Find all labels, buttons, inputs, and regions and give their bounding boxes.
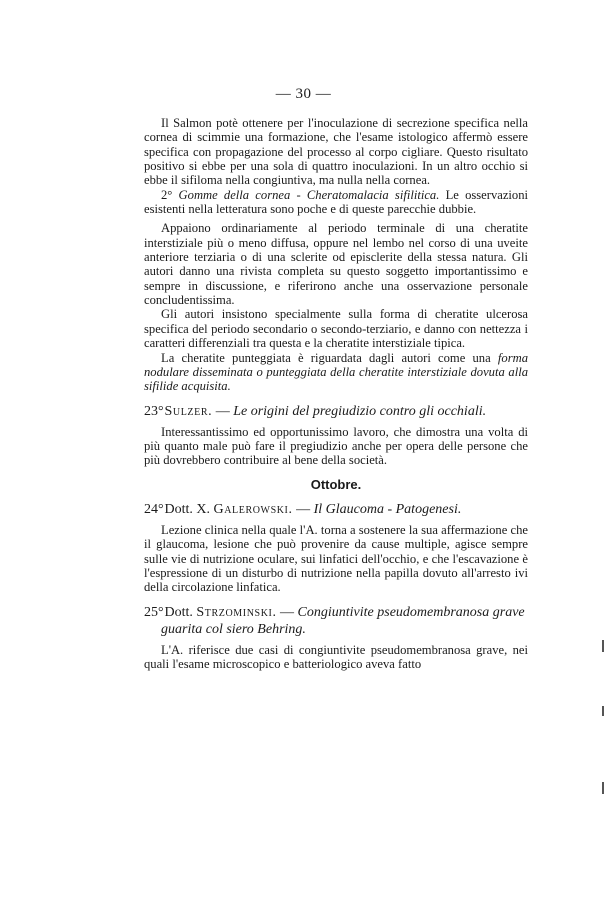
section-heading: Ottobre. (310, 476, 362, 492)
entry-title: Congiuntivite pseudomembranosa grave guarita col siero Behring. (161, 604, 525, 637)
entry-separator: — (276, 604, 298, 620)
entry-number: 25° (144, 604, 164, 620)
margin-mark (602, 640, 604, 652)
paragraph-salmon: Il Salmon potè ottenere per l'inoculazione di secrezione specifica nella cornea di scimmie una formazione, che l'esame istologico affermò essere specifica con propagazione del processo al corpo cigliare. Questo risultato positivo si ebbe per una sola di quattro inoculazioni. In un altro occhio si ebbe il sifiloma nella congiuntiva, ma nulla nella cornea. (144, 116, 528, 188)
entry-prefix: Dott. X. (164, 501, 210, 517)
entry-title: Il Glaucoma - Patogenesi. (313, 501, 462, 517)
paragraph-appaiono: Appaiono ordinariamente al periodo terminale di una cheratite interstiziale più o meno diffusa, oppure nel lembo nel corso di una uveite anteriore terziaria o di una sclerite od episclerite della stessa natura. Gli autori danno una rivista completa su questo soggetto importantissimo e sempre in discussione, e riferirono anche una osservazione personale concludentissima. (144, 221, 528, 308)
entry-separator: — (292, 501, 314, 517)
margin-mark (602, 706, 604, 716)
entry-author: Galerowski. (213, 501, 293, 517)
item-text: Le osservazioni esistenti nella letteratura sono poche e di queste parecchie dubbie. (144, 187, 529, 217)
entry-25-heading (144, 604, 528, 638)
paragraph-gomme (144, 188, 528, 217)
entry-24-text: Lezione clinica nella quale l'A. torna a sostenere la sua affermazione che il glaucoma, lesione che può provenire da cause multiple, agisce sempre sulle vie di nutrizione oculare, sui linfatici dell'occhio, e che l'escavazione è l'espressione di un disturbo di nutrizione nella papilla dovuto all'arresto ivi della circolazione linfatica. (144, 522, 528, 595)
entry-number: 23° (144, 403, 164, 419)
entry-25-text: L'A. riferisce due casi di congiuntivite pseudomembranosa grave, nei quali l'esame microscopico e batteriologico aveva fatto (144, 642, 528, 671)
entry-23-text: Interessantissimo ed opportunissimo lavoro, che dimostra una volta di più quanto male può fare il pregiudizio anche per opera delle persone che più dovrebbero contribuire al bene della società. (144, 424, 528, 468)
entry-separator: — (212, 403, 234, 419)
page-number: — 30 — (275, 86, 332, 102)
margin-mark (602, 782, 604, 794)
body-text (144, 116, 528, 671)
paragraph-cheratite-punteggiata (144, 351, 528, 394)
paragraph-autori-insistono: Gli autori insistono specialmente sulla forma di cheratite ulcerosa specifica del periodo secondario o secondo-terziario, e danno con nettezza i caratteri differenziali tra questa e la cheratite interstiziale tipica. (144, 307, 528, 351)
entry-title: Le origini del pregiudizio contro gli occhiali. (233, 403, 487, 419)
entry-author: Strzominski. (196, 604, 277, 620)
entry-prefix: Dott. (164, 604, 193, 620)
paragraph-lead: La cheratite punteggiata è riguardata dagli autori come una (161, 350, 498, 365)
entry-author: Sulzer. (164, 403, 213, 419)
item-number: 2° (161, 187, 179, 202)
entry-24-heading (144, 501, 528, 518)
entry-number: 24° (144, 501, 164, 517)
item-title: Gomme della cornea - Cheratomalacia sifilitica. (178, 187, 440, 202)
paragraph-italic: forma nodulare disseminata o punteggiata della cheratite interstiziale dovuta alla sifilide acquisita. (144, 350, 528, 394)
entry-23-heading (144, 403, 528, 420)
